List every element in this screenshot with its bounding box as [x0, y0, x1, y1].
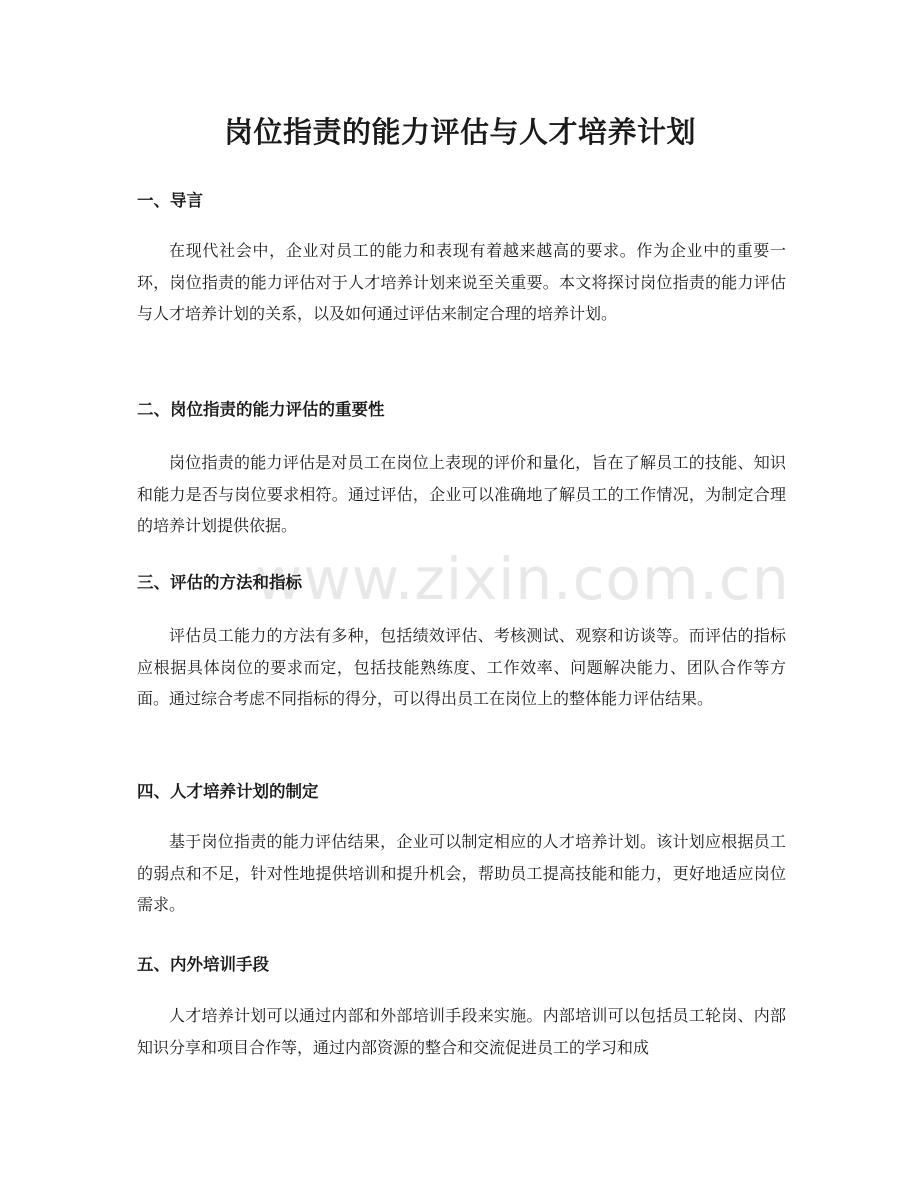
section-paragraph-training: 人才培养计划可以通过内部和外部培训手段来实施。内部培训可以包括员工轮岗、内部知识分享和项目合作等，通过内部资源的整合和交流促进员工的学习和成 — [137, 1006, 786, 1057]
page-title: 岗位指责的能力评估与人才培养计划 — [223, 115, 696, 149]
section-paragraph-plan: 基于岗位指责的能力评估结果，企业可以制定相应的人才培养计划。该计划应根据员工的弱点和不足，针对性地提供培训和提升机会，帮助员工提高技能和能力，更好地适应岗位需求。 — [137, 832, 786, 914]
section-paragraph-intro: 在现代社会中，企业对员工的能力和表现有着越来越高的要求。作为企业中的重要一环，岗位指责的能力评估对于人才培养计划来说至关重要。本文将探讨岗位指责的能力评估与人才培养计划的关系，以及如何通过评估来制定合理的培养计划。 — [137, 241, 786, 323]
section-heading-intro: 一、导言 — [137, 191, 203, 210]
section-paragraph-importance: 岗位指责的能力评估是对员工在岗位上表现的评价和量化，旨在了解员工的技能、知识和能力是否与岗位要求相符。通过评估，企业可以准确地了解员工的工作情况，为制定合理的培养计划提供依据。 — [137, 453, 786, 535]
watermark: www.zixin.com.cn — [255, 545, 790, 613]
section-heading-plan: 四、人才培养计划的制定 — [137, 782, 319, 801]
section-paragraph-methods: 评估员工能力的方法有多种，包括绩效评估、考核测试、观察和访谈等。而评估的指标应根据具体岗位的要求而定，包括技能熟练度、工作效率、问题解决能力、团队合作等方面。通过综合考虑不同指标的得分，可以得出员工在岗位上的整体能力评估结果。 — [137, 626, 786, 708]
section-heading-importance: 二、岗位指责的能力评估的重要性 — [137, 400, 385, 419]
section-heading-methods: 三、评估的方法和指标 — [137, 573, 302, 592]
section-heading-training: 五、内外培训手段 — [137, 955, 269, 974]
